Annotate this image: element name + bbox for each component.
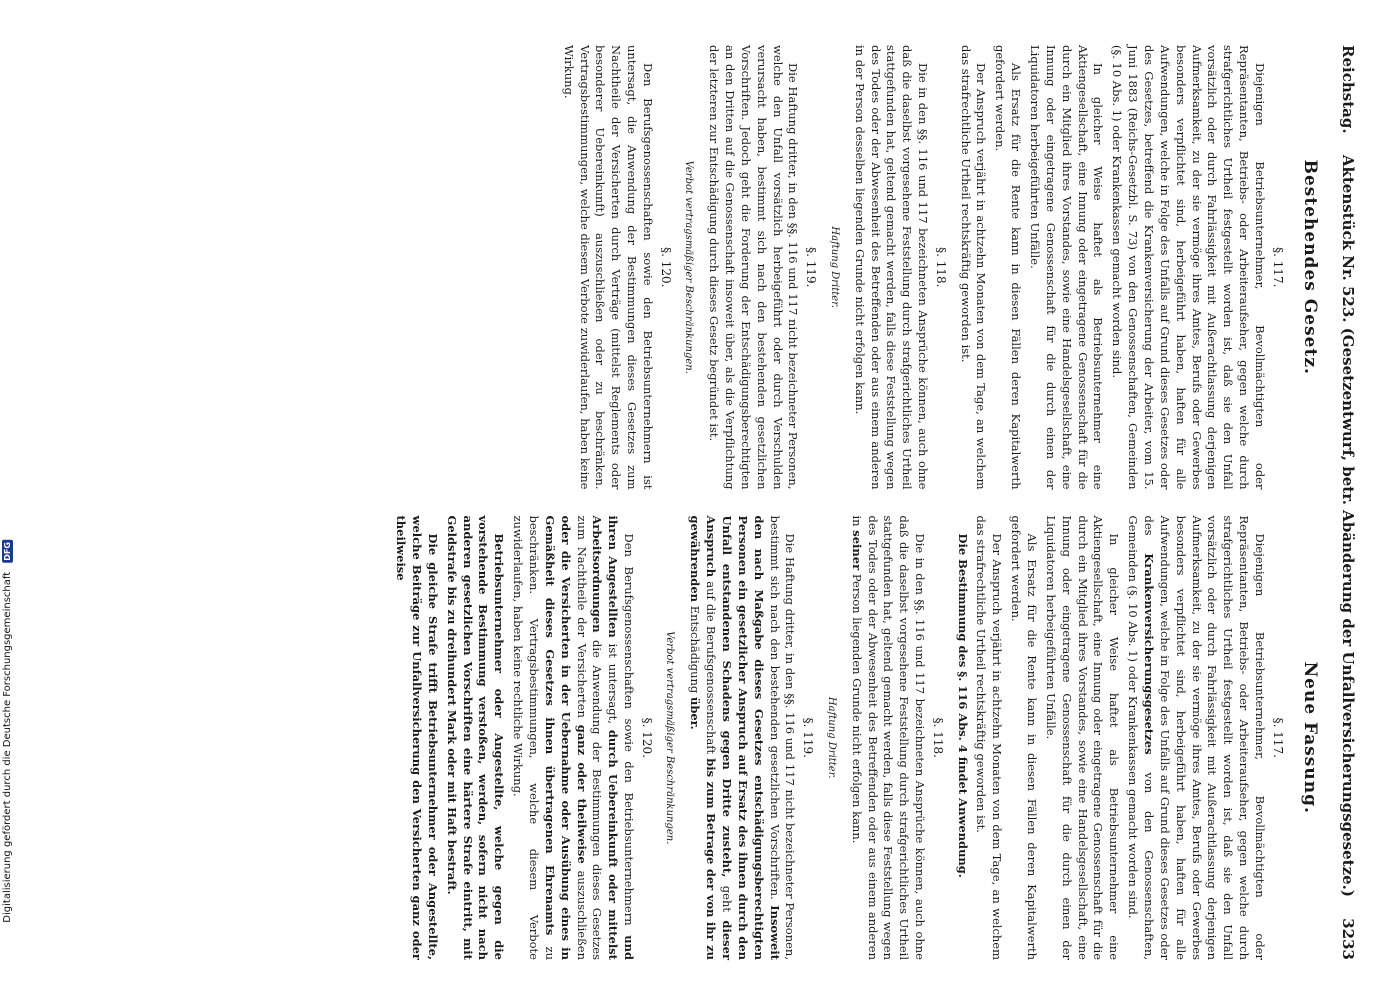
text-run: Die Haftung dritter, in den §§. 116 und 117 nicht bezeichneter Personen, bestimmt sich nach den bestehenden gesetzlichen Vorschriften. (767, 515, 798, 960)
amended-text: Betriebsunternehmer oder Angestellte, welche gegen die vorstehende Bestimmung verstoßen, werden, sofern nicht nach anderen gesetzlichen Vorschriften eine härtere Strafe eintritt, mit Geldstrafe bis zu dreihundert Mark oder mit Haft bestraft. (444, 515, 507, 960)
section-heading: §. 118. (933, 247, 948, 288)
subheading: Haftung Dritter. (828, 226, 840, 309)
paragraph: Der Anspruch verjährt in achtzehn Monaten von dem Tage, an welchem das strafrechtliche Urtheil rechtskräftig geworden ist. (974, 515, 1005, 960)
paragraph: Der Anspruch verjährt in achtzehn Monaten von dem Tage, an welchem das strafrechtliche Urtheil rechtskräftig geworden ist. (958, 45, 989, 490)
paragraph: In gleicher Weise haftet als Betriebsunternehmer eine Aktiengesellschaft, eine Innung oder eingetragene Genossenschaft für die durch ein Mitglied ihres Vorstandes, sowie eine Handelsgesellschaft, eine Innung oder eingetragene Genossenschaft für die durch einen der Liquidatoren herbeigeführten Unfälle. (1043, 515, 1122, 960)
header-center: Aktenstück Nr. 523. (Gesetzentwurf, betr. Abänderung der Unfallversicherungsgesetze.) (1339, 154, 1357, 897)
text-run: auszuschließen (574, 870, 589, 960)
paragraph (443, 516, 506, 961)
paragraph: Die in den §§. 116 und 117 bezeichneten Ansprüche können, auch ohne daß die daselbst vorgesehene Feststellung durch strafgerichtliches Urtheil stattgefunden hat, geltend gemacht werden, falls diese Feststellung wegen des Todes oder der Abwesenheit des Betreffenden oder aus einem anderen in der Person desselben liegenden Grunde nicht erfolgen kann. (852, 45, 931, 490)
amended-text: oder die Versicherten in der Uebernahme oder Ausübung eines in Gemäßheit dieses Gesetzes ihnen übertragenen Ehrenamts (542, 515, 573, 960)
amended-text: ganz oder theilweise (574, 724, 589, 864)
dfg-logo: DFG (3, 542, 12, 561)
section-heading: §. 119. (804, 247, 819, 288)
column-title: Neue Fassung. (1300, 661, 1320, 814)
section-heading: §. 120. (658, 247, 673, 288)
text-run: Person liegenden Grunde nicht erfolgen kann. (849, 573, 864, 844)
subheading: Verbot vertragsmäßiger Beschränkungen. (664, 631, 676, 845)
text-run: Entschädigung (688, 605, 703, 694)
paragraph: Als Ersatz für die Rente kann in diesen Fällen deren Kapitalwerth gefordert werden. (993, 45, 1024, 490)
paragraph: Als Ersatz für die Rente kann in diesen Fällen deren Kapitalwerth gefordert werden. (1009, 515, 1039, 960)
text-run: ist untersagt, (606, 643, 621, 724)
paragraph: Den Berufsgenossenschaften sowie den Betriebsunternehmern ist untersagt, die Anwendung der Bestimmungen dieses Gesetzes zum Nachtheile der Versicherten durch Verträge (mittelst Reglements oder besonderer Uebereinkunft) auszuschließen oder zu beschränken. Vertragsbestimmungen, welche diesem Verbote zuwiderlaufen, haben keine Wirkung. (561, 45, 655, 490)
text-run: auf die Berufsgenossenschaft (704, 581, 719, 755)
text-run: Die in den §§. 116 und 117 bezeichneten Ansprüche können, auch ohne daß die daselbst vorgesehene Feststellung durch strafgerichtliches Urtheil stattgefunden hat, geltend gemacht werden, falls diese Feststellung wegen des Todes oder der Abwesenheit des Betreffenden oder aus einem anderen in (849, 515, 928, 960)
paragraph (509, 516, 636, 961)
paragraph: Die Haftung dritter, in den §§. 116 und 117 nicht bezeichneter Personen, welche den Unfall vorsätzlich herbeigeführt oder durch Verschulden verursacht haben, bestimmt sich nach den bestehenden gesetzlichen Vorschriften. Jedoch geht die Forderung der Entschädigungsberechtigten an den Dritten auf die Genossenschaft insoweit über, als die Verpflichtung der letzteren zur Entschädigung durch dieses Gesetz begründet ist. (707, 45, 801, 490)
new-version-column (389, 516, 1325, 961)
amended-text: dieser Anspruch (704, 515, 735, 960)
amended-text: seiner (849, 530, 864, 571)
amended-text: Die gleiche Strafe trifft Betriebsunternehmer oder Angestellte, welche Beiträge zur Unfallversicherung den Versicherten ganz oder theilweise (394, 515, 440, 960)
amended-text: und ihren Angestellten (606, 515, 637, 960)
paragraph (848, 516, 927, 961)
text-run: zu beschränken. Vertragsbestimmungen, welche diesem Verbote zuwiderlaufen, haben keine rechtliche Wirkung. (511, 515, 557, 960)
section-heading: §. 117. (1270, 247, 1285, 288)
section-heading: §. 117. (1270, 717, 1285, 758)
existing-law-column (389, 45, 1325, 490)
column-title: Bestehendes Gesetz. (1300, 159, 1320, 375)
paragraph (1124, 516, 1267, 961)
amended-text: über. (688, 696, 703, 730)
credit-text: Digitalisierung gefördert durch die Deutsche Forschungsgemeinschaft (2, 571, 13, 923)
page-number: 3233 (1339, 918, 1357, 960)
section-heading: §. 118. (930, 717, 945, 758)
amended-text: bis zum Betrage der von ihr zu gewährenden (688, 515, 719, 961)
text-run: geht (720, 885, 735, 912)
section-heading: §. 119. (801, 717, 816, 758)
amended-text: durch Uebereinkunft oder mittelst Arbeitsordnungen (590, 515, 621, 960)
section-heading: §. 120. (639, 717, 654, 758)
text-run: von den Genossenschaften, Gemeinden (§. 10 Abs. 1) oder Krankenkassen gemacht worden sind. (1126, 515, 1156, 961)
text-run: Den Berufsgenossenschaften sowie den Betriebsunternehmern (622, 533, 637, 926)
text-run: die Anwendung der Bestimmungen dieses Gesetzes zum Nachtheile der Versicherten (574, 515, 605, 960)
digitization-credit (2, 540, 13, 923)
paragraph (392, 516, 440, 961)
amended-text: Insoweit den nach Maßgabe dieses Gesetzes entschädigungsberechtigten Personen ein gesetzlicher Anspruch auf Ersatz des ihnen durch den Unfall entstandenen Schadens gegen Dritte zusteht, (720, 515, 782, 961)
paragraph: Diejenigen Betriebsunternehmer, Bevollmächtigten oder Repräsentanten, Betriebs- oder Arbeiteraufseher, gegen welche durch strafgerichtliches Urtheil festgestellt worden ist, daß sie den Unfall vorsätzlich oder durch Fahrlässigkeit mit Außerachtlassung derjenigen Aufmerksamkeit, zu der sie vermöge ihres Amtes, Berufs oder Gewerbes besonders verpflichtet sind, herbeigeführt haben, haften für alle Aufwendungen, welche in Folge des Unfalls auf Grund dieses Gesetzes oder des Gesetzes, betreffend die Krankenversicherung der Arbeiter, vom 15. Juni 1883 (Reichs-Gesetzbl. S. 73) von den Genossenschaften, Gemeinden (§. 10 Abs. 1) oder Krankenkassen gemacht worden sind. (1110, 45, 1267, 490)
running-head (1339, 45, 1357, 960)
text-run: Diejenigen Betriebsunternehmer, Bevollmächtigten oder Repräsentanten, Betriebs- oder Arbeiteraufseher, gegen welche durch strafgerichtliches Urtheil festgestellt worden ist, daß sie den Unfall vorsätzlich oder durch Fahrlässigkeit mit Außerachtlassung derjenigen Aufmerksamkeit, zu der sie vermöge ihres Amtes, Berufs oder Gewerbes besonders verpflichtet sind, herbeigeführt haben, haften für alle Aufwendungen, welche in Folge des Unfalls auf Grund dieses Gesetzes oder des (1141, 515, 1267, 960)
paragraph (686, 516, 797, 961)
paragraph: In gleicher Weise haftet als Betriebsunternehmer eine Aktiengesellschaft, eine Innung oder eingetragene Genossenschaft für die durch ein Mitglied ihres Vorstandes, sowie eine Handelsgesellschaft, eine Innung oder eingetragene Genossenschaft für die durch einen der Liquidatoren herbeigeführten Unfälle. (1027, 45, 1106, 490)
subheading: Haftung Dritter. (825, 696, 837, 779)
amended-text: Die Bestimmung des §. 116 Abs. 4 findet Anwendung. (955, 533, 970, 878)
paragraph (954, 516, 970, 961)
subheading: Verbot vertragsmäßiger Beschränkungen. (683, 160, 695, 374)
header-left: Reichstag. (1339, 45, 1357, 134)
amended-text: Krankenversicherungsgesetzes (1141, 553, 1156, 755)
